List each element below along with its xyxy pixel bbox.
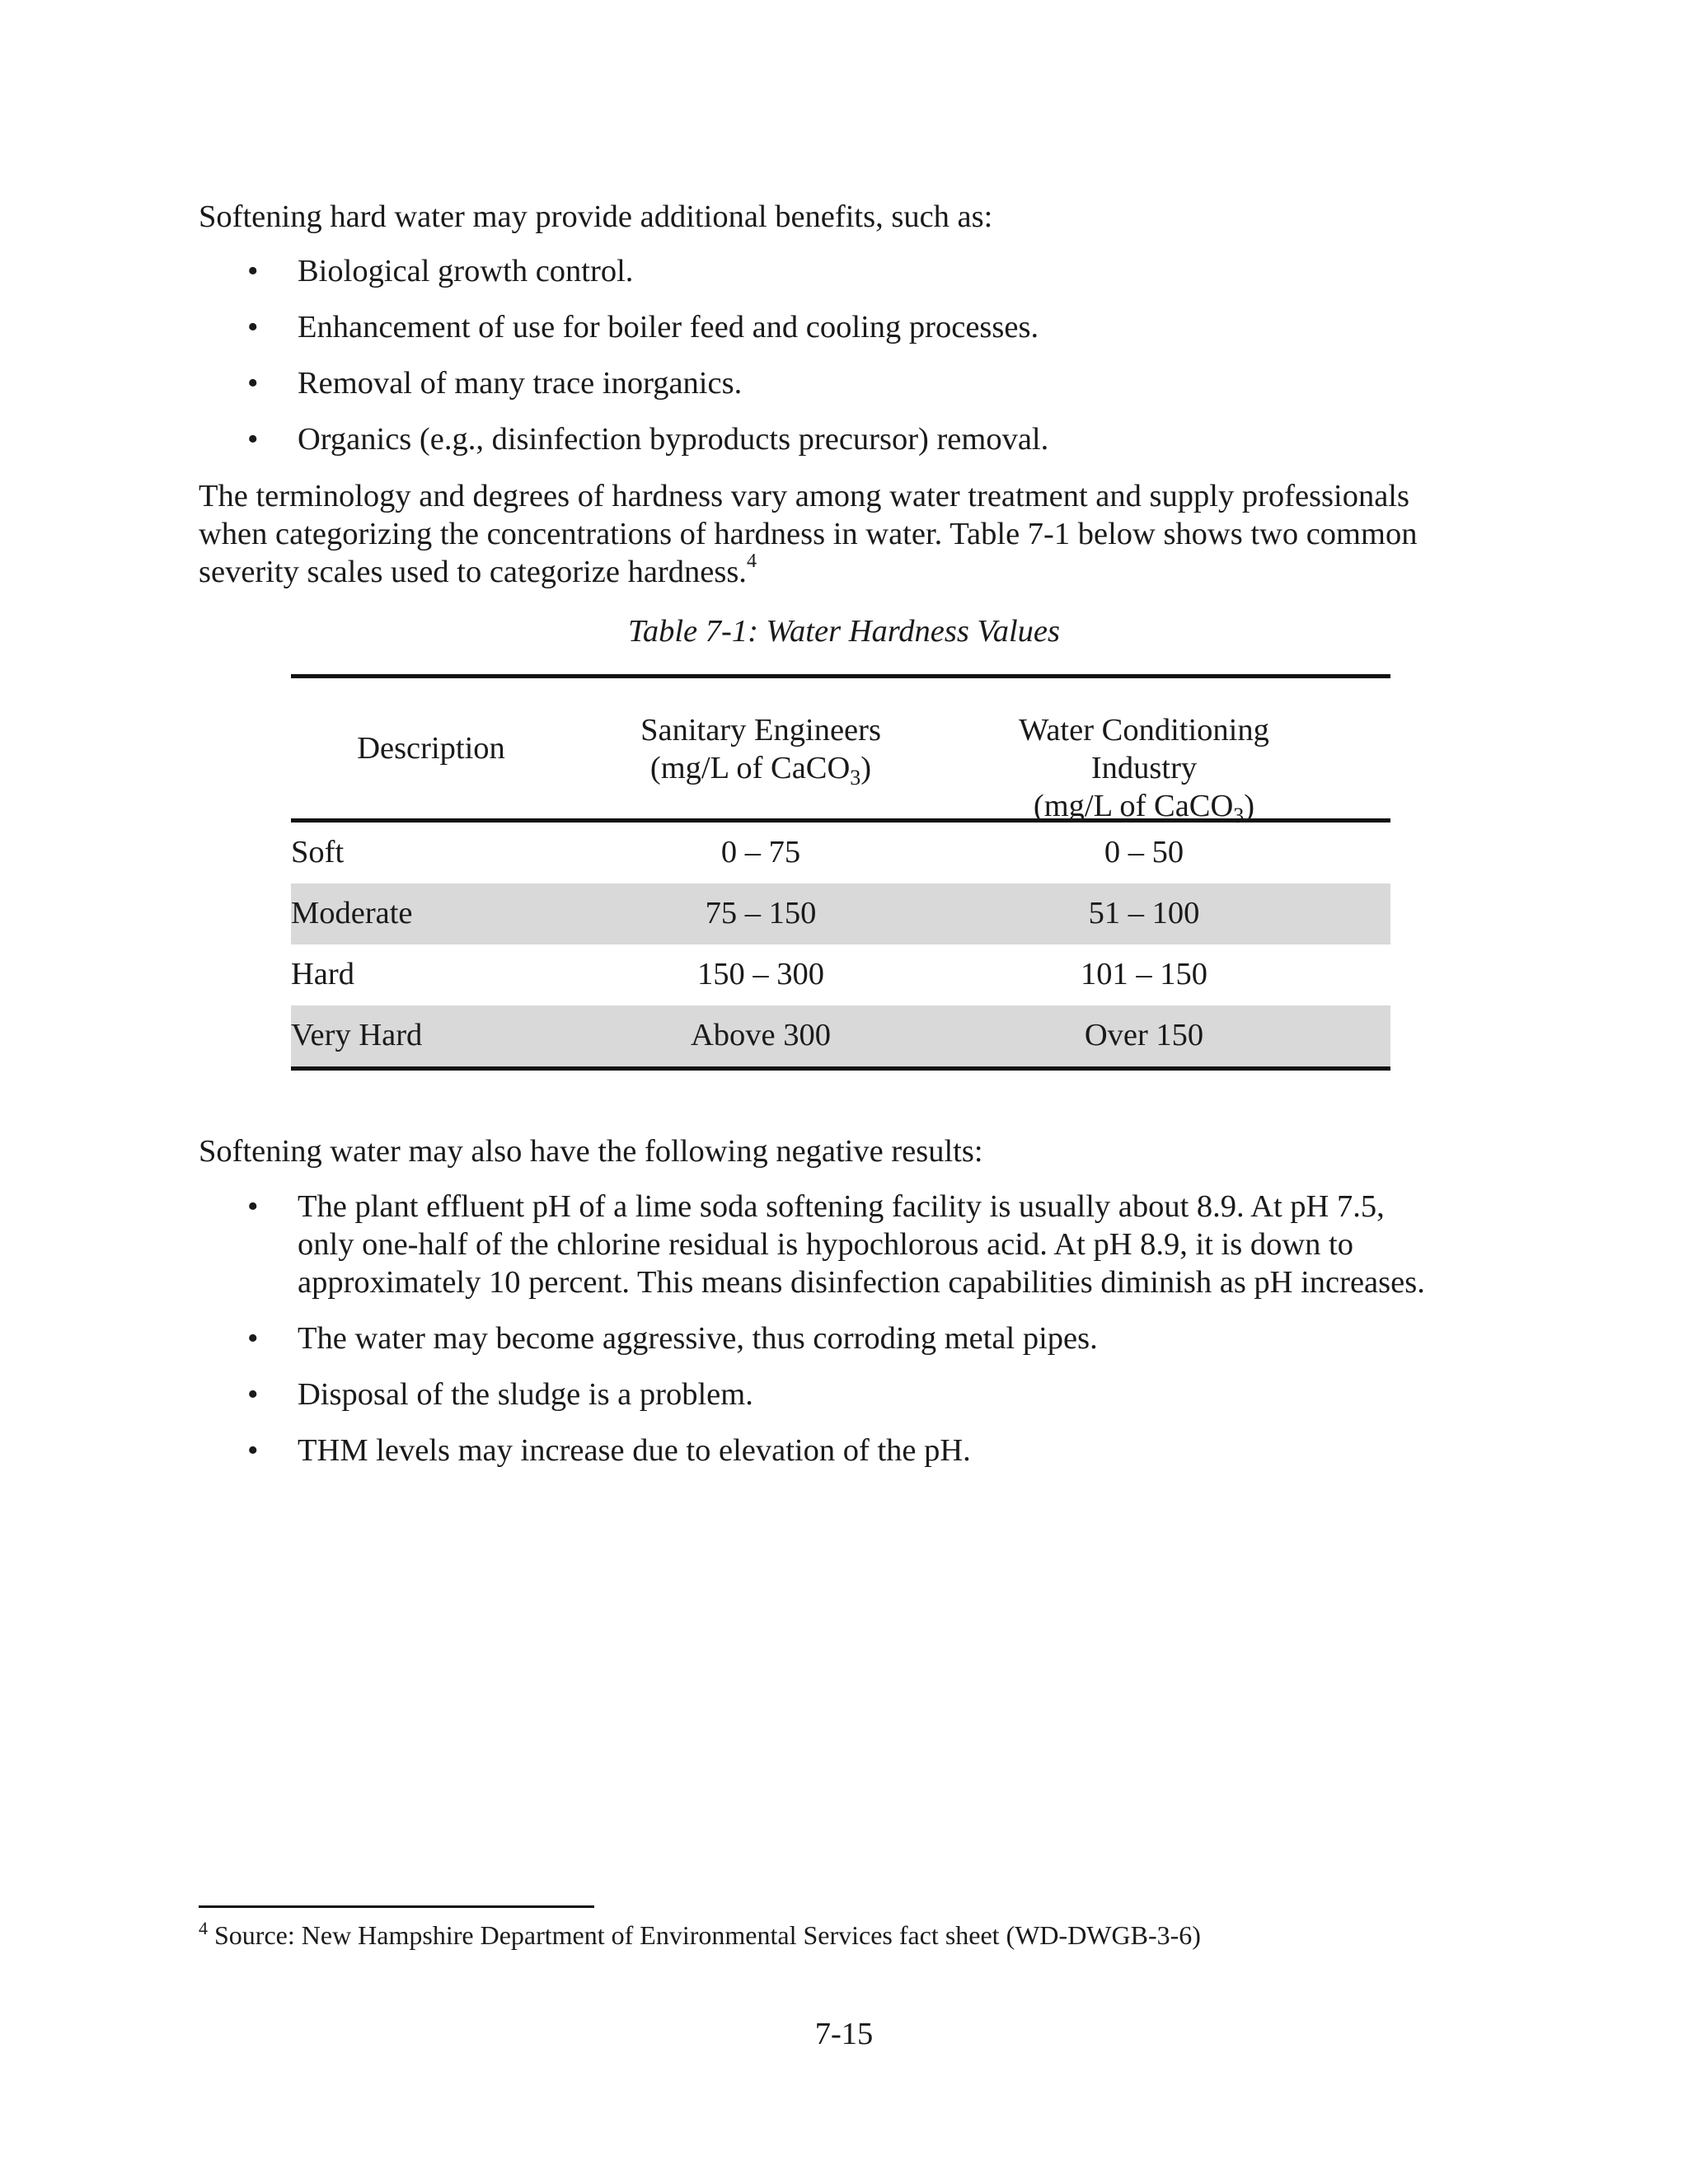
hardness-table xyxy=(291,674,1390,1071)
header-sanitary-engineers: Sanitary Engineers (mg/L of CaCO$_3$) xyxy=(640,713,881,790)
list-item: • The plant effluent pH of a lime soda softening facility is usually about 8.9. At pH 7.5, only one-half of the chlorine residual is hypochlorous acid. At pH 8.9, it is down to approximately 10 percent. This means disinfection capabilities diminish as pH increases. xyxy=(247,1189,1425,1300)
negatives-list xyxy=(199,1188,1501,1469)
footnote-reference[interactable]: 4 xyxy=(746,551,757,572)
terminology-paragraph: The terminology and degrees of hardness vary among water treatment and supply professionals when categorizing the concentrations of hardness in water. Table 7-1 below shows two common severity scales used to categorize hardness.$^4$ xyxy=(199,479,1418,589)
bullet-icon: • xyxy=(247,310,259,344)
benefits-list xyxy=(199,252,1501,458)
table-bottom-rule xyxy=(291,1066,1390,1071)
table-header xyxy=(291,678,1390,827)
list-item: • The water may become aggressive, thus corroding metal pipes. xyxy=(247,1321,1098,1356)
bullet-icon: • xyxy=(247,1377,259,1412)
list-item: • Disposal of the sludge is a problem. xyxy=(247,1377,753,1412)
list-item: • Enhancement of use for boiler feed and cooling processes. xyxy=(247,310,1039,344)
list-item: • Removal of many trace inorganics. xyxy=(247,366,743,401)
page-number: 7-15 xyxy=(814,2017,874,2051)
bullet-icon: • xyxy=(247,1433,259,1468)
footnote xyxy=(199,1919,1201,1955)
list-item: • THM levels may increase due to elevation of the pH. xyxy=(247,1433,971,1468)
bullet-icon: • xyxy=(247,422,259,457)
footnote-separator xyxy=(199,1905,594,1908)
table-row: Soft 0 – 75 0 – 50 xyxy=(291,835,1184,869)
header-water-conditioning: Water Conditioning Industry (mg/L of CaCO$_3$) xyxy=(1019,713,1269,827)
table-row: Very Hard Above 300 Over 150 xyxy=(291,1005,1390,1066)
intro-paragraph: Softening hard water may provide additional benefits, such as: xyxy=(199,199,993,234)
list-item: • Organics (e.g., disinfection byproducts precursor) removal. xyxy=(247,422,1049,457)
list-item: • Biological growth control. xyxy=(247,254,634,288)
bullet-icon: • xyxy=(247,254,259,288)
negatives-intro: Softening water may also have the following negative results: xyxy=(199,1134,983,1169)
bullet-icon: • xyxy=(247,1321,259,1356)
header-description: Description xyxy=(357,731,505,766)
bullet-icon: • xyxy=(247,366,259,401)
table-row: Hard 150 – 300 101 – 150 xyxy=(291,957,1207,991)
table-caption: Table 7-1: Water Hardness Values xyxy=(627,614,1061,649)
bullet-icon: • xyxy=(247,1189,259,1224)
footnote-text: Source: New Hampshire Department of Environmental Services fact sheet (WD-DWGB-3-6) xyxy=(214,1920,1201,1950)
footnote-mark: 4 xyxy=(199,1918,208,1938)
table-row: Moderate 75 – 150 51 – 100 xyxy=(291,883,1390,944)
